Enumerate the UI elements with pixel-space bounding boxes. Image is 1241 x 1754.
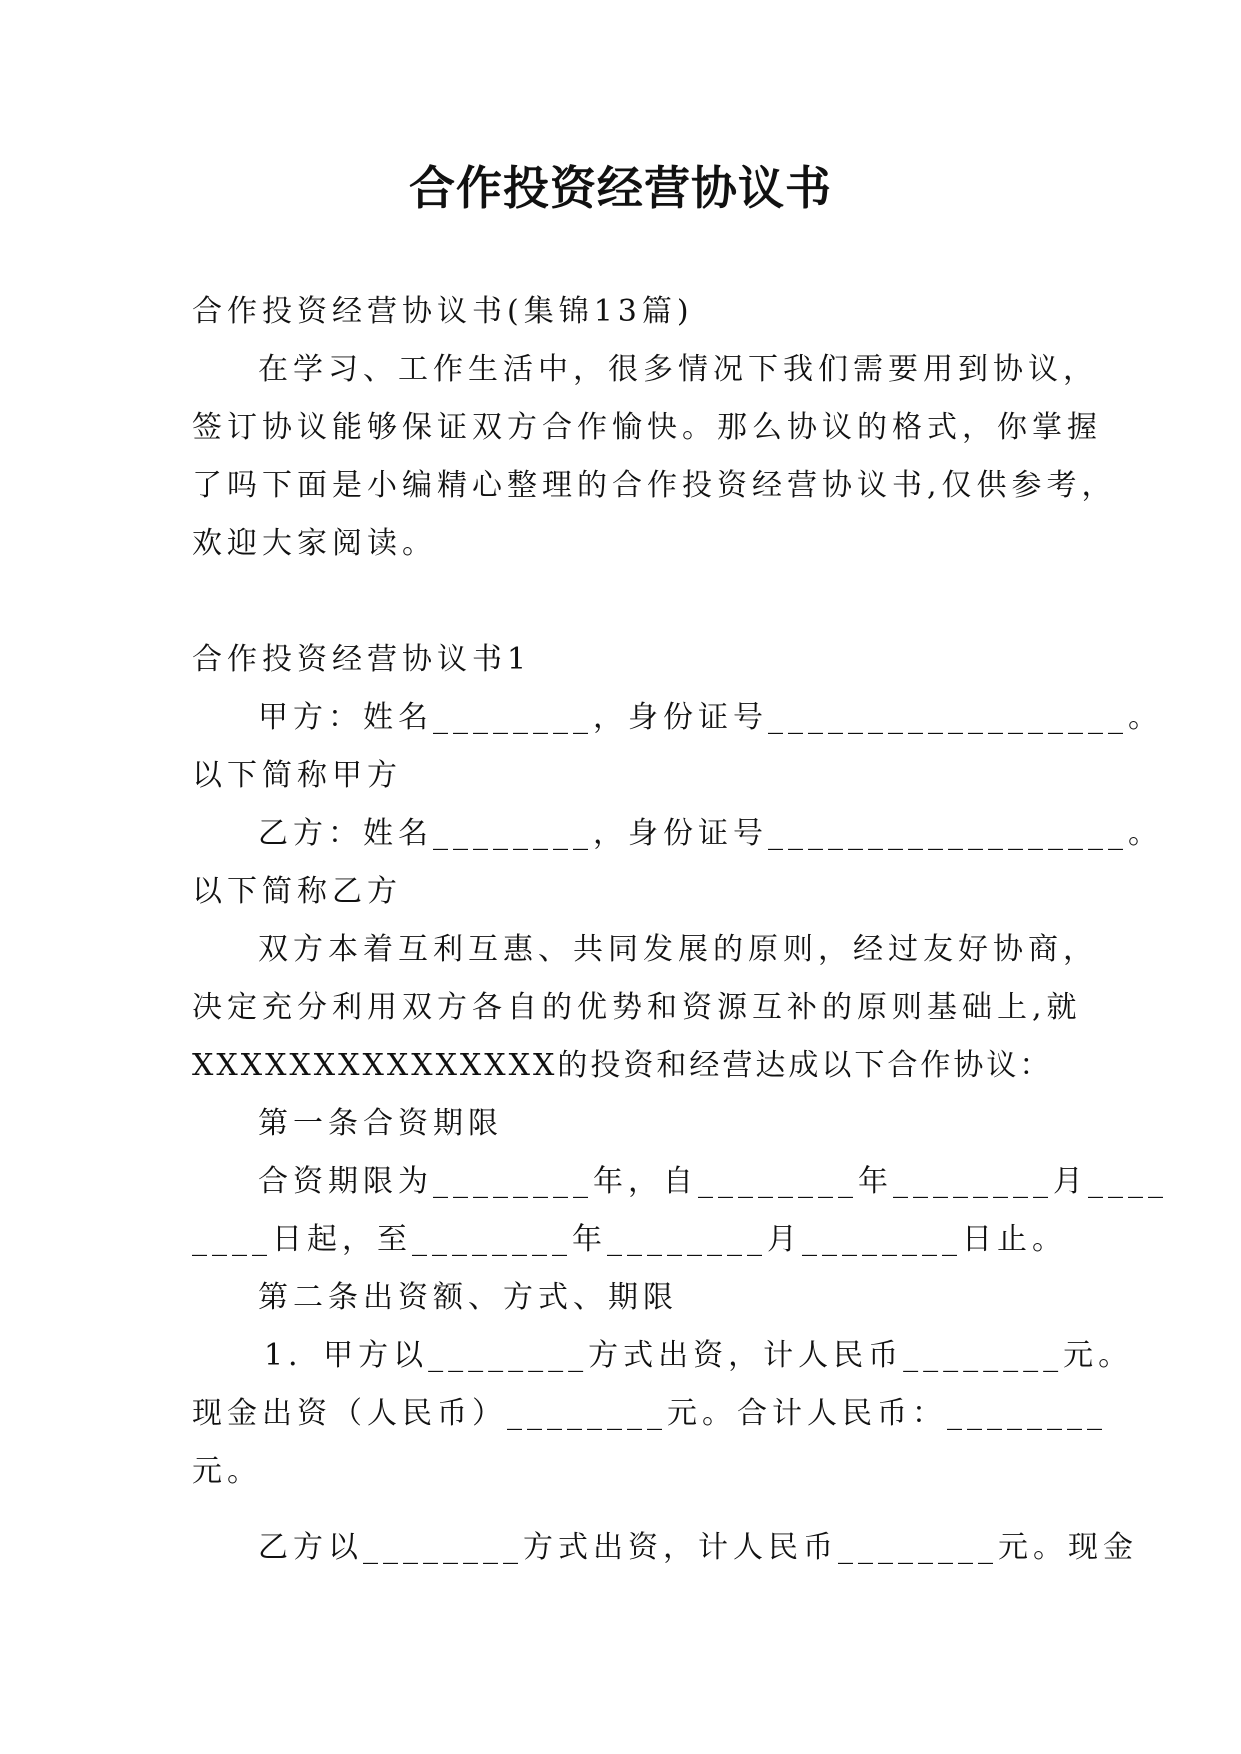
article-text-line: 1．甲方以________方式出资，计人民币________元。: [264, 1338, 1134, 1373]
document-subtitle: 合作投资经营协议书(集锦13篇): [192, 294, 694, 329]
party-a-note: 以下简称甲方: [192, 758, 402, 793]
agreement-paragraph-line: 决定充分利用双方各自的优势和资源互补的原则基础上,就: [192, 990, 1082, 1025]
party-b-note: 以下简称乙方: [192, 874, 402, 909]
article-heading: 第二条出资额、方式、期限: [258, 1280, 678, 1315]
article-text-line: 现金出资（人民币）________元。合计人民币：________: [192, 1396, 1107, 1431]
agreement-paragraph-line: XXXXXXXXXXXXXXX的投资和经营达成以下合作协议：: [192, 1048, 1053, 1083]
article-heading: 第一条合资期限: [258, 1106, 503, 1141]
agreement-paragraph-line: 双方本着互利互惠、共同发展的原则，经过友好协商，: [258, 932, 1098, 967]
document-title: 合作投资经营协议书: [409, 161, 832, 215]
article-text-line: 合资期限为________年，自________年________月____: [258, 1164, 1168, 1199]
article-text-line: ____日起，至________年________月________日止。: [192, 1222, 1067, 1257]
article-text-line: 乙方以________方式出资，计人民币________元。现金: [258, 1530, 1138, 1565]
party-b-line: 乙方：姓名________，身份证号__________________。: [258, 816, 1163, 851]
section-heading: 合作投资经营协议书1: [192, 642, 532, 677]
intro-paragraph-line: 在学习、工作生活中，很多情况下我们需要用到协议，: [258, 352, 1098, 387]
intro-paragraph-line: 了吗下面是小编精心整理的合作投资经营协议书,仅供参考，: [192, 468, 1117, 503]
article-text-line: 元。: [192, 1454, 262, 1489]
intro-paragraph-line: 欢迎大家阅读。: [192, 526, 437, 561]
intro-paragraph-line: 签订协议能够保证双方合作愉快。那么协议的格式，你掌握: [192, 410, 1102, 445]
party-a-line: 甲方：姓名________，身份证号__________________。: [258, 700, 1163, 735]
